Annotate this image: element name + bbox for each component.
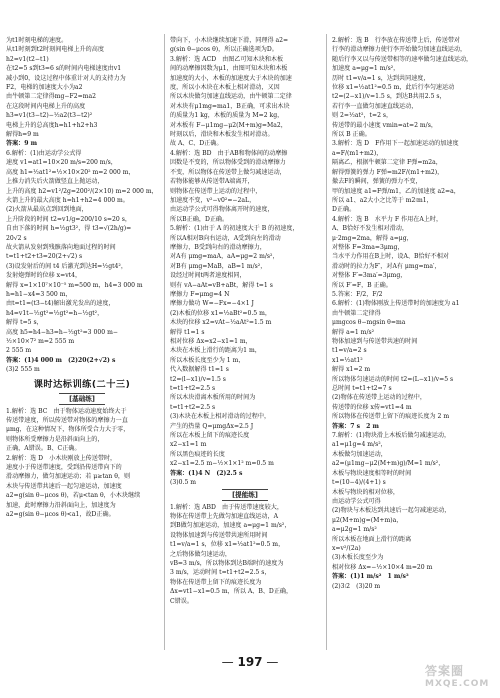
text-line: h3=v1(t3−t2)−½a2(t3−t2)² xyxy=(6,112,93,120)
text-line: 若物体能够从传送带A端离开， xyxy=(170,178,254,186)
text-line: 20√2 s xyxy=(6,234,27,242)
text-line: 为t1时刻电梯的速度。 xyxy=(6,37,68,44)
text-line: 的质量为1 kg，木板的质量为 M=2 kg， xyxy=(170,112,284,120)
column-middle-bottom xyxy=(170,503,320,606)
text-line: a2=(μ1mg−μ2(M+m)g)/M=1 m/s²， xyxy=(332,460,445,468)
text-line: 答案：7 s 2 m xyxy=(332,422,379,430)
text-line: t=t1+t2+t3=20(2+√2) s xyxy=(6,253,83,261)
text-line: 则 2=½at²，t=2 s， xyxy=(332,112,393,120)
text-line: 5.解析：(1)由于 A 的初速度大于 B 的初速度， xyxy=(170,225,299,233)
text-line: h=h1−x4=3 500 m， xyxy=(6,290,72,298)
text-line: 到B做匀加速运动，加速度 a=μg=1 m/s²， xyxy=(170,522,291,530)
column-middle xyxy=(170,36,320,646)
column-right-top xyxy=(332,36,494,591)
text-line: 设经过时间t两者速度相同， xyxy=(170,272,246,280)
text-line: 相对位移 Δx=x2−x1=1 m， xyxy=(170,338,252,345)
text-line: 所以在木板上留下的痕迹长度 xyxy=(170,432,250,440)
text-line: 答案：(1)4 N (2)2.5 s xyxy=(170,469,243,477)
text-line: 故火箭从发射到残骸落向地面过程的时间 xyxy=(6,243,116,251)
text-line: 对B有 μmg=MaB，aB=1 m/s²， xyxy=(170,262,267,270)
text-line: A、B恰好不发生相对滑动， xyxy=(332,225,408,233)
text-line: (2)物块与木板达到共速后一起匀减速运动， xyxy=(332,507,451,515)
text-line: μmgcos θ−mgsin θ=ma xyxy=(332,319,406,327)
text-line: t=(10−4)/(4+1) s xyxy=(332,479,386,487)
text-line: 木板做匀加速运动， xyxy=(332,450,387,458)
text-line: x2−x1=2.5 m−½×1×1² m=0.5 m xyxy=(170,460,274,468)
text-line: 对木板有 F−μ1mg−μ2(M+m)g=Ma2， xyxy=(170,121,287,129)
text-line: 解得 t=5 s， xyxy=(6,319,43,327)
text-line: 则物体所受摩擦力是沿斜面向上的， xyxy=(6,435,104,443)
text-line: (2)火箭从最高点到回到地面， xyxy=(6,206,88,214)
text-line: a2=g(sin θ−μcos θ)，若μ<tan θ，小木块继续 xyxy=(6,492,141,500)
text-line: 行李的滑动摩擦力使行李开始做匀加速直线运动， xyxy=(332,46,467,54)
text-line: 由牛顿第二定律得 xyxy=(332,309,381,317)
text-line: 对整体 F=3ma=3μmg， xyxy=(332,243,404,251)
text-line: 由运动学公式可得 xyxy=(332,497,381,505)
text-line: 所以黑色痕迹的长度 xyxy=(170,450,225,458)
text-line: (2)3∶2 (3)20 m xyxy=(332,582,381,590)
text-line: 解得 x1=2 m xyxy=(332,366,371,374)
text-line: 所以木块做匀加速直线运动，由牛顿第二定律 xyxy=(170,93,292,101)
text-line: 则物体在传送带上运动的过程中， xyxy=(170,187,262,195)
column-left xyxy=(6,36,158,646)
text-line: (2)木板的位移 x1=½aBt²=0.5 m， xyxy=(170,309,271,317)
text-line: 摩擦力 F=μmg=4 N xyxy=(170,290,230,298)
text-line: 对A有 μmg=maA，aA=μg=2 m/s²， xyxy=(170,253,279,261)
text-line: 隔离乙，根据牛顿第二定律 F弹=m2a， xyxy=(332,159,442,167)
text-line: 在这段时间内电梯上升的高度 xyxy=(6,102,86,110)
text-line: 解得 t1=1 s xyxy=(170,328,205,336)
column-divider xyxy=(164,34,165,650)
text-line: 之后物体做匀速运动， xyxy=(170,550,231,558)
text-line: 7.解析：(1)物块滑上木板后做匀减速运动， xyxy=(332,432,451,440)
text-line: 由t=t1=(t3−t4)解出激光发出的速度， xyxy=(6,300,115,308)
column-right xyxy=(332,36,494,646)
text-line: a1=μ1g=4 m/s²， xyxy=(332,441,387,449)
text-line: μmg，在这种情况下，物体所受合力大于零， xyxy=(6,426,130,434)
text-line: 6.解析：(1)物体刚放上传送带时的加速度为 a1 xyxy=(332,300,460,308)
text-line: 在t2=5 s到t3=6 s的时间内电梯速度由v1 xyxy=(6,65,122,73)
text-line: ½×10×7² m=2 555 m xyxy=(6,338,75,345)
text-line: 木块的位移 x2=vAt−½aAt²=1.5 m xyxy=(170,319,272,327)
text-line: 滑动摩擦力，做匀加速运动；若 μ≥tan θ，则 xyxy=(6,473,131,481)
text-line: 火箭上升的最大高度 h=h1+h2=4 000 m。 xyxy=(6,196,129,204)
text-line: (2)物体在传送带上运动的过程中， xyxy=(332,394,426,402)
text-line: (3)设发射后的间 t4 后激光到达H=½gt4²， xyxy=(6,262,127,270)
text-line: D正确。 xyxy=(332,206,356,214)
text-line: t1=v/a=1 s，位移 x1=½at1²=0.5 m， xyxy=(170,541,285,549)
text-line: 总时间 t=t1+t2=7 s xyxy=(332,385,392,393)
text-line: 所以 B 正确。 xyxy=(332,131,371,139)
text-line: g(sin θ−μcos θ)，所以正确选项为D。 xyxy=(170,46,278,54)
text-line: 所以物体在传送带上留下的痕迹长度为 2 m xyxy=(332,413,450,421)
text-line: a=μ2g=1 m/s² xyxy=(332,526,377,534)
text-line: Δx=vt1−x1=0.5 m，所以 A、B、D正确， xyxy=(170,588,293,596)
text-line: 1.解析：选 BC 由于物体运动速度始终大于 xyxy=(6,407,127,415)
text-line: 正确，A错误。B、C正确。 xyxy=(6,445,81,453)
text-line: 高度 h1=½at1²=½×10×20² m=2 000 m， xyxy=(6,168,135,176)
text-line: 物体在传送带上先做匀加速直线运动，A xyxy=(170,512,278,520)
text-line: 加速度的大小，木板的加速度大于木块的加速 xyxy=(170,74,292,82)
text-line: 解得弹簧的弹力 F弹=m2F/(m1+m2)， xyxy=(332,168,444,176)
text-line: 1.解析：选 ABD 由于传送带速度较大， xyxy=(170,503,283,511)
text-line: 加速，此时摩擦力沿斜面向上，加速度为 xyxy=(6,501,116,509)
text-line: 2.解析：选 B 行李放在传送带上后，传送带对 xyxy=(332,37,461,44)
text-line: 摩擦力做功 W=−Fx=−4×1 J xyxy=(170,300,254,308)
text-line: 4.解析：选 B 水平力 F 作用在A上时， xyxy=(332,215,443,223)
text-line: t1=v/a=2 s xyxy=(332,347,367,355)
text-line: (3)木板长度至少为 xyxy=(332,554,384,562)
text-line: 答案：(1)4 000 m (2)20(2+√2) s xyxy=(6,356,116,364)
text-line: 5.答案：F/2，F/2 xyxy=(332,290,383,298)
text-line: 上升阶段的时间 t2=v1/g=200/10 s=20 s， xyxy=(6,215,131,223)
column-left-top xyxy=(6,36,158,375)
text-line: 传送带的位移 x传=vt1=4 m xyxy=(332,403,412,411)
watermark-text-bottom: MXQE.COM xyxy=(425,679,490,689)
text-line: 时刻以后，滑块和木板发生相对滑动。 xyxy=(170,131,274,139)
text-line: 不变，所以物体在传送带上做匀减速运动， xyxy=(170,168,286,176)
text-line: 产生的热量 Q=μmgΔx=2.5 J xyxy=(170,422,254,430)
text-line: 设物体加速到与传送带共速所用时间 xyxy=(170,531,268,539)
text-line: 速度小于传送带速度，受到沿传送带向下的 xyxy=(6,464,122,472)
text-line: 加速度不变，v²−v0²=−2aL， xyxy=(170,196,256,204)
text-line: 滑动时的拉力为F′，对A有 μmg=ma′， xyxy=(332,262,441,270)
text-line: 若行李一直做匀加速直线运动， xyxy=(332,102,418,110)
text-line: vB=3 m/s，所以物体到达B端时的速度为 xyxy=(170,559,284,567)
text-line: 自由下落的时间 h=½gt3²，得 t3=√(2h/g)= xyxy=(6,225,132,233)
text-line: 答案：9 m xyxy=(6,140,38,148)
section-title: 课时达标训练(二十三) xyxy=(33,378,131,390)
text-line: 撤去F的瞬间，弹簧的弹力不变， xyxy=(332,178,422,186)
text-line: 所以 a1、a2大小之比等于 m2∶m1， xyxy=(332,196,433,204)
text-line: 因数是不变的，所以物体受到的滑动摩擦力 xyxy=(170,159,286,167)
text-line: x2−x1=1 m xyxy=(170,441,207,449)
text-line: 3 m/s，运动时间 t=t1+t2=2.5 s， xyxy=(170,569,271,577)
text-line: 所以 F′=F，B 正确。 xyxy=(332,281,392,289)
text-line: x=v²/(2a) xyxy=(332,544,361,552)
text-line: 速度 v1=at1=10×20 m/s=200 m/s， xyxy=(6,159,117,167)
text-line: 所以A相对B向右运动，A受到向左的滑动 xyxy=(170,234,281,242)
text-line: 相对位移 Δx=−½×10×4 m=20 m xyxy=(332,563,433,571)
text-line: 物体加速到与传送带共速的时间 xyxy=(332,338,418,345)
text-line: 度，所以小木块在木板上相对滑动，又因 xyxy=(170,84,280,92)
text-line: F2，电梯的加速度大小为a2 xyxy=(6,84,83,92)
text-line: 带向下，小木块继续加速下滑，同理得 a2= xyxy=(170,37,289,44)
text-line: 传送带的最小速度 vmin=at=2 m/s， xyxy=(332,121,437,129)
text-line: h2=v1(t2−t1) xyxy=(6,55,49,63)
section-sub-basic: [基础练] xyxy=(6,393,158,405)
text-line: t=t1+t2=2.5 s xyxy=(170,403,216,411)
text-line: t=t1+t2=2.5 s xyxy=(170,385,216,393)
text-line: (3)0.5 m xyxy=(170,479,197,487)
text-line: 高度 h5=h4−h3=h−½gt²=3 000 m− xyxy=(6,328,118,336)
text-line: 加速度 a=μg=1 m/s²， xyxy=(332,65,400,73)
column-left-bottom xyxy=(6,407,158,520)
text-line: 木板与物块的相对位移， xyxy=(332,488,400,496)
text-line: 甲的加速度 a1=F弹/m1，乙的加速度 a2=a， xyxy=(332,187,460,195)
text-line: 历时 t1=v/a=1 s，达到共同速度， xyxy=(332,74,430,82)
watermark-text-top: 答案圈 xyxy=(425,664,465,678)
text-line: 传送带速度，所以传送带对物体的摩擦力一直 xyxy=(6,417,128,425)
text-line: 发射炮弹时的位移 x=vt4， xyxy=(6,272,82,280)
text-line: 所以木板在地面上滑行的距离 xyxy=(332,535,412,543)
text-line: 解得h=9 m xyxy=(6,131,39,139)
text-line: 由运动学公式可得物体离开时的速度， xyxy=(170,206,274,214)
text-line: 2.解析：选 D 小木块刚放上传送带时， xyxy=(6,454,117,462)
text-line: 代入数据解得 t1=1 s xyxy=(170,366,229,374)
text-line: μ2(M+m)g=(M+m)a， xyxy=(332,516,403,524)
text-line: 木板与物块速度相等时的时间 xyxy=(332,469,412,477)
text-line: 解得 a=1 m/s² xyxy=(332,328,375,336)
text-line: t2=(l−x1)/v=1.5 s xyxy=(170,375,226,383)
text-line: h4=v1t−½gt²=½gt²=h−½gt²， xyxy=(6,309,104,317)
text-line: 所以B正确，D正确。 xyxy=(170,215,229,223)
text-line: 上升的高度 h2=v1²/2g=200²/(2×10) m=2 000 m， xyxy=(6,187,158,195)
text-line: 木块与传送带共速后一起匀速运动，加速度 xyxy=(6,482,122,490)
text-line: 位移 x1=½at1²=0.5 m，此后行李匀速运动 xyxy=(332,84,455,92)
text-line: a=F/(m1+m2)， xyxy=(332,149,383,157)
section-sub-advanced: [提能练] xyxy=(170,489,320,501)
text-line: μ·2mg=2ma，解得 a=μg， xyxy=(332,234,413,242)
column-middle-top xyxy=(170,36,320,488)
text-line: 从t1时刻到t2时刻间电梯上升的高度 xyxy=(6,46,104,54)
text-line: 减小到0，设这过程中体重计对人的支持力为 xyxy=(6,74,126,82)
text-line: 间的动摩擦因数为μ1，由图可知木块和木板 xyxy=(170,65,288,73)
text-line: 当水平力作用在B上时，设A、B恰好不相对 xyxy=(332,253,449,261)
text-line: 所以物体匀速运动的时间 t2=(L−x1)/v=5 s xyxy=(332,375,454,383)
text-line: 摩擦力，B受到向右的滑动摩擦力， xyxy=(170,243,266,251)
text-line: 电梯上升的总高度h=h1+h2+h3 xyxy=(6,121,98,129)
text-line: C错误。 xyxy=(170,597,193,605)
text-line: (3)木块在木板上相对滑动的过程中， xyxy=(170,413,271,421)
text-line: 3.解析：选 ACD 由图乙可知木块和木板 xyxy=(170,55,284,63)
text-line: 3.解析：选 D F作用下一起加速运动的加速度 xyxy=(332,140,459,148)
text-line: 所以木块滑离木板所用的时间为 xyxy=(170,394,256,402)
text-line: 答案：(1)1 m/s² 1 m/s² xyxy=(332,573,409,581)
text-line: 所以木板长度至少为 1 m， xyxy=(170,356,245,364)
text-line: 对整体 F′=3ma′=3μmg， xyxy=(332,272,407,280)
text-line: 物体在传送带上留下的痕迹长度为 xyxy=(170,578,262,586)
column-divider xyxy=(326,34,327,650)
text-line: 解得 x=1×10⁷×10⁻⁵ m=500 m，h4=3 000 m xyxy=(6,281,143,289)
text-line: 随后行李又以与传送带相等的速率做匀速直线运动， xyxy=(332,55,473,63)
text-line: 4.解析：选 BD 由于AB和物体间的动摩擦 xyxy=(170,149,288,157)
text-line: t2=(2−x1)/v=1.5 s，到达B共用2.5 s， xyxy=(332,93,446,101)
text-line: 由牛顿第二定律得mg−F2=ma2 xyxy=(6,93,97,101)
page-number: — 197 — xyxy=(221,655,279,669)
text-line: 对木块有μ1mg=ma1，B正确，可求出木块 xyxy=(170,102,290,110)
text-line: 故 A、C、D正确。 xyxy=(170,140,223,148)
text-line: a2=g(sin θ−μcos θ)<a1，故D正确。 xyxy=(6,511,115,519)
text-line: 木块在木板上滑行的距离为1 m， xyxy=(170,347,261,355)
watermark-logo xyxy=(425,664,497,694)
text-line: 2 555 m xyxy=(6,347,32,355)
text-line: x1=½at1² xyxy=(332,356,363,364)
text-line: (3)2 555 m xyxy=(6,366,40,374)
text-line: 6.解析：(1)由运动学公式得 xyxy=(6,149,82,157)
text-line: 则有 vA−aAt=vB+aBt，解得 t=1 s xyxy=(170,281,273,289)
text-line: 上推力消失后火箭做竖直上抛运动， xyxy=(6,178,104,186)
